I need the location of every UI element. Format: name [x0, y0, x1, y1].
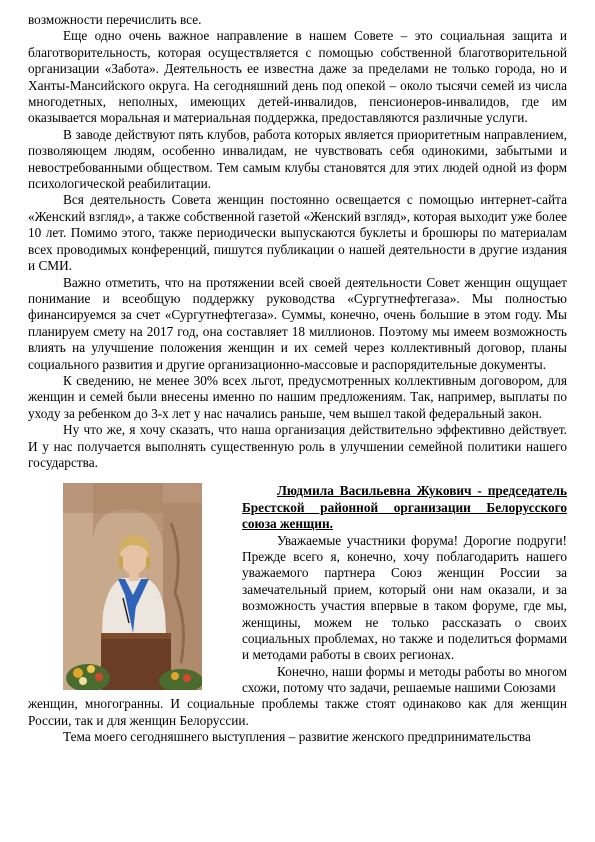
paragraph: Конечно, наши формы и методы работы во многом схожи, потому что задачи, решаемые нашими Союзами: [242, 663, 567, 696]
document-page: [28, 12, 567, 773]
paragraph: Вся деятельность Совета женщин постоянно освещается с помощью интернет-сайта «Женский взгляд», а также собственной газетой «Женский взгляд», которая выходит уже более 10 лет. Помимо этого, также периодически выпускаются буклеты и брошюры по материалам всех проводимых конференций, пишутся публикации о нашей деятельности в другие издания и СМИ.: [28, 192, 567, 274]
paragraph: В заводе действуют пять клубов, работа которых является приоритетным направлением, позволяющем людям, особенно инвалидам, не чувствовать себя одинокими, забытыми и невостребованными обществом. Тем самым клубы становятся для этих людей одной из форм психологической реабилитации.: [28, 126, 567, 192]
paragraph: К сведению, не менее 30% всех льгот, предусмотренных коллективным договором, для женщин и семей были внесены именно по нашим предложениям. Так, например, выплаты по уходу за ребенком до 3-х лет у нас начались раньше, чем вышел такой федеральный закон.: [28, 372, 567, 421]
speaker-photo: [63, 483, 202, 690]
speaker-heading: Людмила Васильевна Жукович - председатель Брестской районной организации Белорусского союза женщин.: [242, 483, 567, 532]
paragraph: Тема моего сегодняшнего выступления – развитие женского предпринимательства: [63, 729, 531, 745]
paragraph: возможности перечислить все.: [28, 12, 202, 27]
speaker-text-continued: [28, 696, 567, 745]
paragraph: женщин, многогранны. И социальные проблемы также стоят одинаково как для женщин России, так и для женщин Белоруссии.: [28, 696, 567, 728]
paragraph: Еще одно очень важное направление в нашем Совете – это социальная защита и благотворительность, которая осуществляется с помощью собственной благотворительной организации «Забота». Деятельность ее известна даже за пределами не только города, но и Ханты-Мансийского округа. На сегодняшний день под опекой – около тысячи семей из числа многодетных, неполных, имеющих детей-инвалидов, пенсионеров-инвалидов, где им оказывается моральная и материальная поддержка, предоставляются различные услуги.: [28, 28, 567, 126]
paragraph: Уважаемые участники форума! Дорогие подруги! Прежде всего я, конечно, хочу поблагодарить нашего уважаемого партнера Союз женщин России за замечательный прием, который они нам оказали, и за возможность участия впервые в таком форуме, где мы, женщины, можем не только рассказать о своих социальных проблемах, но также и поделиться формами и методами работы в своих регионах.: [242, 532, 567, 663]
paragraph: Ну что же, я хочу сказать, что наша организация действительно эффективно действует. И у нас получается выполнять существенную роль в улучшении семейной политики нашего государства.: [28, 422, 567, 470]
speaker-text-column: [242, 483, 567, 696]
speaker-section: [28, 483, 567, 773]
paragraph: Важно отметить, что на протяжении всей своей деятельности Совет женщин ощущает понимание и всеобщую поддержку руководства «Сургутнефтегаза». Мы полностью финансируемся за счет «Сургутнефтегаза». Суммы, конечно, очень большие в этом году. Мы планируем смету на 2017 год, она составляет 18 миллионов. Поэтому мы имеем возможность влиять на улучшение положения женщин и их семей через коллективный договор, планы социального развития и другие организационно-массовые и распорядительные документы.: [28, 274, 567, 372]
speaker-photo-image: [63, 483, 202, 690]
